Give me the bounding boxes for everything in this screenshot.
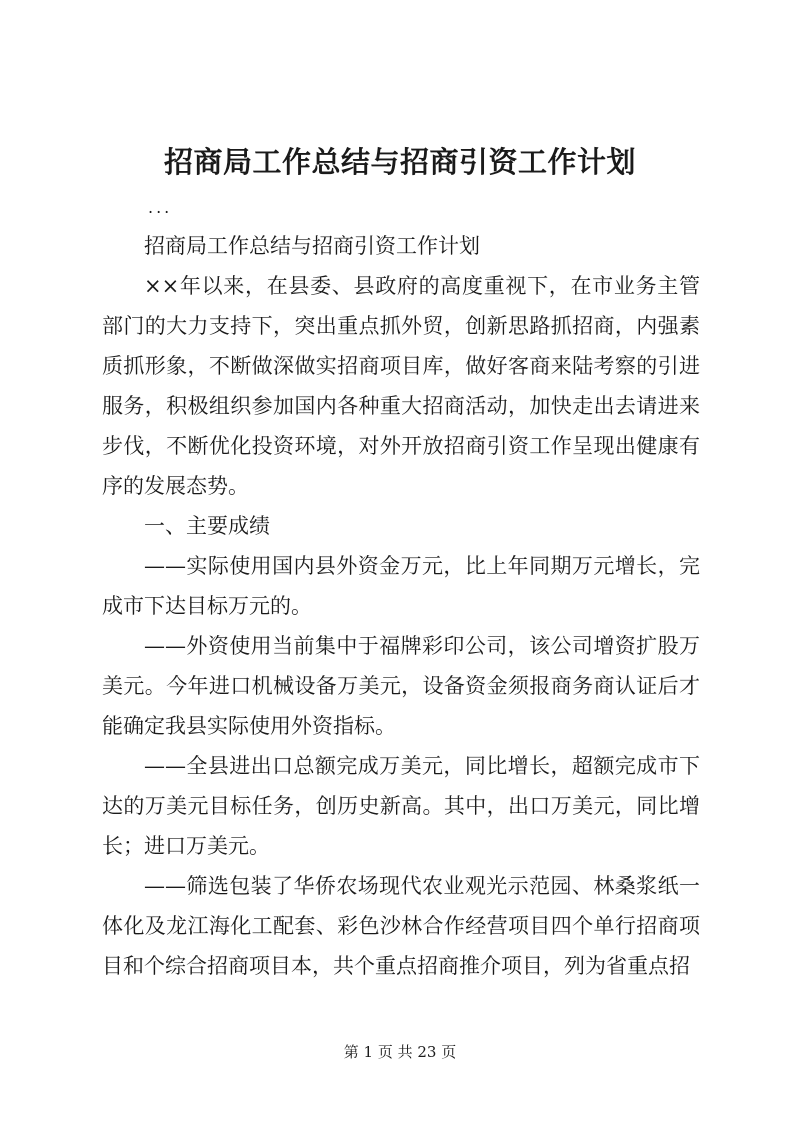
paragraph-trade-volume: ——全县进出口总额完成万美元，同比增长，超额完成市下达的万美元目标任务，创历史新高。其中，出口万美元，同比增长；进口万美元。	[102, 754, 700, 858]
ellipsis-mark: ...	[148, 198, 173, 217]
section-heading-achievements: 一、主要成绩	[144, 514, 270, 538]
page-number-footer: 第 1 页 共 23 页	[343, 1043, 457, 1061]
document-body	[102, 226, 700, 986]
paragraph-domestic-funds: ——实际使用国内县外资金万元，比上年同期万元增长，完成市下达目标万元的。	[102, 554, 700, 618]
paragraph-intro: ××年以来，在县委、县政府的高度重视下，在市业务主管部门的大力支持下，突出重点抓外贸，创新思路抓招商，内强素质抓形象，不断做深做实招商项目库，做好客商来陆考察的引进服务，积极组织参加国内各种重大招商活动，加快走出去请进来步伐，不断优化投资环境，对外开放招商引资工作呈现出健康有序的发展态势。	[102, 274, 700, 498]
document-title: 招商局工作总结与招商引资工作计划	[163, 145, 636, 179]
paragraph-subtitle: 招商局工作总结与招商引资工作计划	[144, 234, 480, 258]
paragraph-projects: ——筛选包装了华侨农场现代农业观光示范园、林桑浆纸一体化及龙江海化工配套、彩色沙林合作经营项目四个单行招商项目和个综合招商项目本，共个重点招商推介项目，列为省重点招	[102, 874, 700, 978]
paragraph-foreign-investment: ——外资使用当前集中于福牌彩印公司，该公司增资扩股万美元。今年进口机械设备万美元，设备资金须报商务商认证后才能确定我县实际使用外资指标。	[102, 634, 700, 738]
